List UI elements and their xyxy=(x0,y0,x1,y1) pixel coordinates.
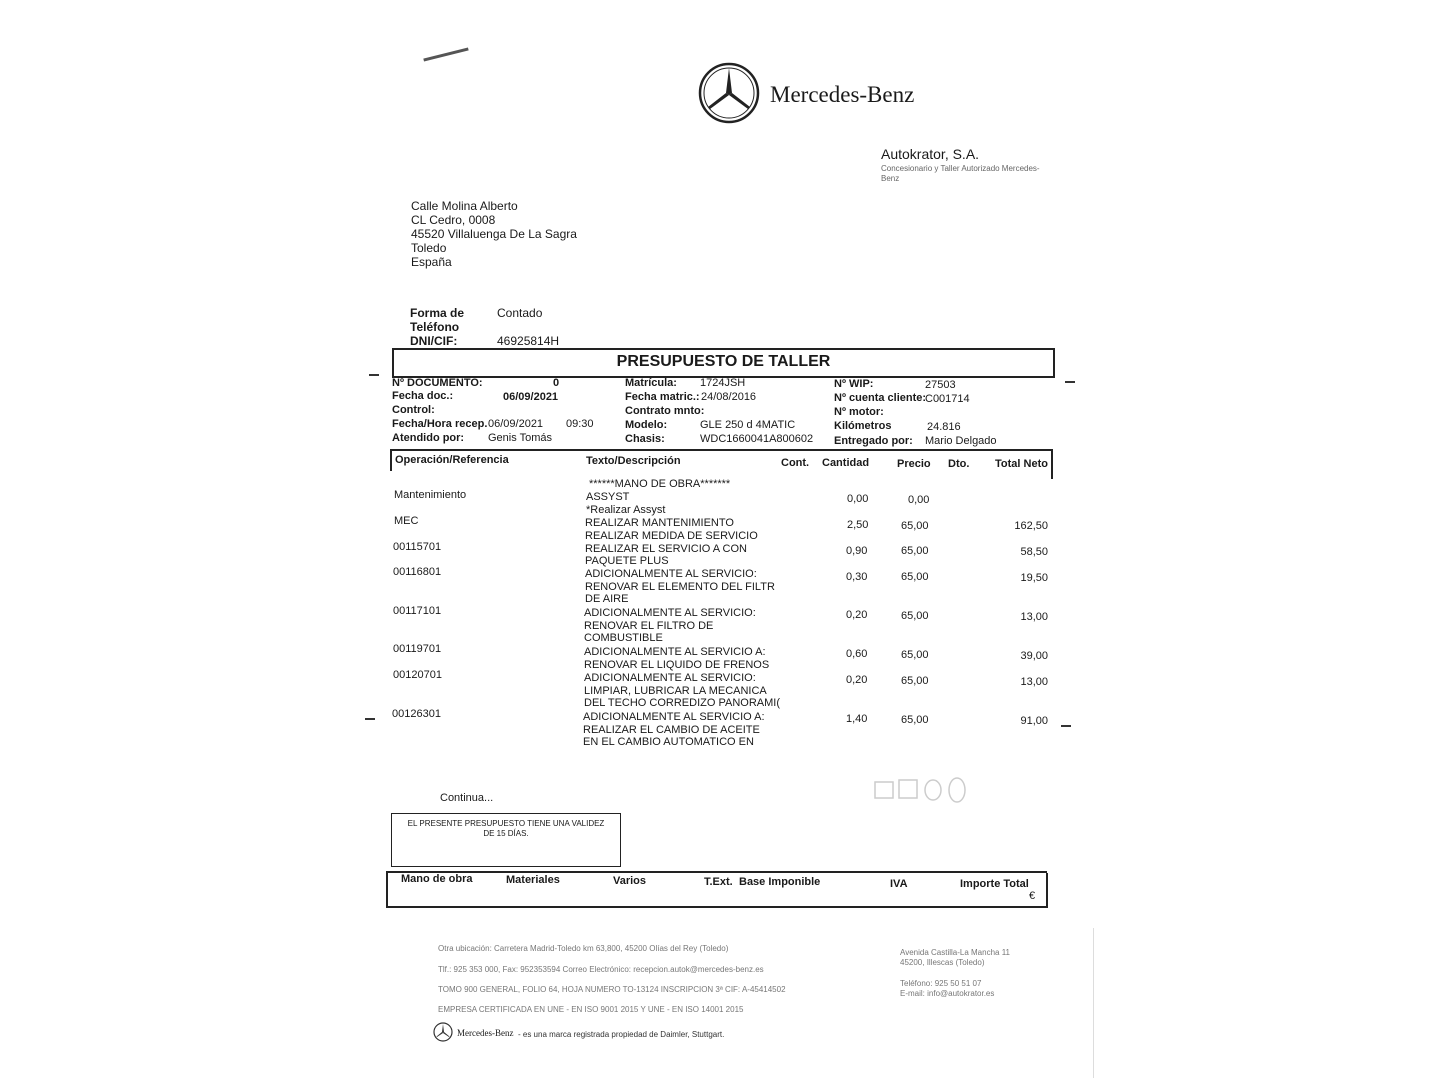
col-header-op: Operación/Referencia xyxy=(395,454,509,466)
address-line-3: 45520 Villaluenga De La Sagra xyxy=(411,227,577,241)
fecha-matric-value: 24/08/2016 xyxy=(701,391,757,403)
totals-bottom-rule xyxy=(387,906,1047,908)
mercedes-star-icon xyxy=(698,62,760,124)
row-cantidad: 0,00 xyxy=(847,493,869,505)
row-ref: MEC xyxy=(394,515,419,527)
contrato-label: Contrato mnto: xyxy=(625,405,705,417)
row-desc-line: RENOVAR EL FILTRO DE xyxy=(584,620,714,632)
row-total: 91,00 xyxy=(1020,715,1048,727)
footer-right-3: Teléfono: 925 50 51 07 xyxy=(900,979,982,988)
row-precio: 65,00 xyxy=(901,520,929,532)
row-desc-line: ADICIONALMENTE AL SERVICIO A: xyxy=(584,646,766,658)
dealer-name: Autokrator, S.A. xyxy=(881,146,980,162)
control-label: Control: xyxy=(392,404,435,416)
address-line-4: Toledo xyxy=(411,241,447,255)
row-desc-line: EN EL CAMBIO AUTOMATICO EN xyxy=(583,736,754,748)
row-total: 13,00 xyxy=(1020,611,1048,623)
row-desc-line: RENOVAR EL LIQUIDO DE FRENOS xyxy=(584,659,770,671)
row-desc-line: ASSYST xyxy=(586,491,630,503)
dealer-subtitle-2: Benz xyxy=(881,174,900,183)
matricula-value: 1724JSH xyxy=(700,377,746,389)
document-title: PRESUPUESTO DE TALLER xyxy=(616,353,831,370)
row-desc-line: ADICIONALMENTE AL SERVICIO: xyxy=(584,607,756,619)
footer-right-1: Avenida Castilla-La Mancha 11 xyxy=(900,948,1010,957)
recep-time: 09:30 xyxy=(566,418,594,430)
footer-logo xyxy=(433,1022,453,1047)
row-desc-line: COMBUSTIBLE xyxy=(584,632,663,644)
totals-importe: Importe Total xyxy=(960,878,1029,890)
modelo-value: GLE 250 d 4MATIC xyxy=(700,419,796,431)
table-header-top-rule xyxy=(390,449,1053,451)
row-ref: 00119701 xyxy=(393,643,442,655)
row-ref: 00116801 xyxy=(393,566,442,578)
faint-stamp xyxy=(815,770,985,810)
validity-line-1: EL PRESENTE PRESUPUESTO TIENE UNA VALIDEZ xyxy=(407,819,605,828)
row-precio: 65,00 xyxy=(901,649,929,661)
row-precio: 65,00 xyxy=(901,714,929,726)
col-header-dto: Dto. xyxy=(948,458,970,470)
doc-value: 0 xyxy=(553,377,560,389)
footer-left-1: Otra ubicación: Carretera Madrid-Toledo km 63,800, 45200 Olías del Rey (Toledo) xyxy=(438,944,729,953)
row-desc-line: REALIZAR MEDIDA DE SERVICIO xyxy=(585,530,758,542)
footer-brand: Mercedes-Benz xyxy=(457,1028,514,1038)
margin-mark xyxy=(365,718,375,720)
scan-edge xyxy=(1093,928,1094,1078)
footer-left-3: TOMO 900 GENERAL, FOLIO 64, HOJA NUMERO TO-13124 INSCRIPCION 3ª CIF: A-45414502 xyxy=(438,985,786,994)
margin-mark xyxy=(369,374,379,376)
mercedes-logo xyxy=(698,62,760,129)
modelo-label: Modelo: xyxy=(625,419,668,431)
row-desc-line: DEL TECHO CORREDIZO PANORAMI( xyxy=(584,697,780,709)
totals-varios: Varios xyxy=(613,875,647,887)
row-ref: 00115701 xyxy=(393,541,442,553)
table-header-left-rule xyxy=(390,449,392,471)
telefono-label: Teléfono xyxy=(410,320,460,334)
row-precio: 65,00 xyxy=(901,571,929,583)
row-total: 39,00 xyxy=(1020,650,1048,662)
footer-right-2: 45200, Illescas (Toledo) xyxy=(900,958,985,967)
row-desc-line: *Realizar Assyst xyxy=(586,504,666,516)
row-cantidad: 0,60 xyxy=(846,648,868,660)
fecha-doc-label: Fecha doc.: xyxy=(392,390,454,402)
totals-text: T.Ext. xyxy=(704,876,733,888)
motor-label: Nº motor: xyxy=(834,406,884,418)
totals-left-rule xyxy=(386,871,388,908)
entregado-label: Entregado por: xyxy=(834,435,913,447)
fecha-matric-label: Fecha matric.: xyxy=(625,391,700,403)
faint-stamp-graphic xyxy=(815,770,985,810)
col-header-texto: Texto/Descripción xyxy=(586,455,681,467)
atendido-value: Genis Tomás xyxy=(488,432,552,444)
row-ref: 00126301 xyxy=(392,708,441,720)
margin-mark xyxy=(1065,381,1075,383)
recep-date: 06/09/2021 xyxy=(488,418,544,430)
row-precio: 65,00 xyxy=(901,675,929,687)
row-ref: 00120701 xyxy=(393,669,442,681)
chasis-label: Chasis: xyxy=(625,433,665,445)
totals-top-rule xyxy=(387,871,1047,873)
totals-iva: IVA xyxy=(890,878,908,890)
totals-right-rule xyxy=(1046,873,1048,908)
validity-line-2: DE 15 DÍAS. xyxy=(483,829,529,838)
wip-value: 27503 xyxy=(925,379,956,391)
fecha-doc-value: 06/09/2021 xyxy=(503,391,559,403)
entregado-value: Mario Delgado xyxy=(925,435,997,447)
row-cantidad: 0,90 xyxy=(846,545,868,557)
forma-label: Forma de xyxy=(410,306,465,320)
margin-mark xyxy=(1061,725,1071,727)
row-desc-line: ADICIONALMENTE AL SERVICIO: xyxy=(585,568,757,580)
chasis-value: WDC1660041A800602 xyxy=(700,433,814,445)
mercedes-star-small-icon xyxy=(433,1022,453,1042)
km-value: 24.816 xyxy=(927,421,961,433)
row-desc-line: RENOVAR EL ELEMENTO DEL FILTR xyxy=(585,581,775,593)
row-cantidad: 0,30 xyxy=(846,571,868,583)
row-precio: 65,00 xyxy=(901,610,929,622)
row-precio: 65,00 xyxy=(901,545,929,557)
row-total: 162,50 xyxy=(1014,520,1048,532)
continua-text: Continua... xyxy=(440,792,494,804)
dni-label: DNI/CIF: xyxy=(410,334,458,348)
address-line-5: España xyxy=(411,255,452,269)
address-line-2: CL Cedro, 0008 xyxy=(411,213,496,227)
row-ref: Mantenimiento xyxy=(394,489,467,501)
totals-mano: Mano de obra xyxy=(401,873,473,885)
row-desc-line: REALIZAR EL SERVICIO A CON xyxy=(585,543,747,555)
totals-materiales: Materiales xyxy=(506,874,560,886)
recep-label: Fecha/Hora recep. xyxy=(392,418,488,430)
row-desc-line: REALIZAR MANTENIMIENTO xyxy=(585,517,734,529)
forma-value: Contado xyxy=(497,306,543,320)
row-desc-line: DE AIRE xyxy=(585,593,629,605)
totals-base: Base Imponible xyxy=(739,876,821,888)
dni-value: 46925814H xyxy=(497,334,560,348)
row-ref: 00117101 xyxy=(393,605,442,617)
atendido-label: Atendido por: xyxy=(392,432,465,444)
footer-trademark: - es una marca registrada propiedad de Daimler, Stuttgart. xyxy=(518,1030,725,1039)
col-header-total: Total Neto xyxy=(995,458,1048,470)
wip-label: Nº WIP: xyxy=(834,378,874,390)
row-desc-line: LIMPIAR, LUBRICAR LA MECANICA xyxy=(584,685,767,697)
brand-name: Mercedes-Benz xyxy=(770,82,915,107)
scan-mark xyxy=(423,47,468,61)
cuenta-label: Nº cuenta cliente: xyxy=(834,392,927,404)
row-desc-line: ADICIONALMENTE AL SERVICIO A: xyxy=(583,711,765,723)
row-total: 58,50 xyxy=(1020,546,1048,558)
matricula-label: Matrícula: xyxy=(625,377,677,389)
row-cantidad: 0,20 xyxy=(846,609,868,621)
footer-right-4: E-mail: info@autokrator.es xyxy=(900,989,995,998)
row-desc-line: REALIZAR EL CAMBIO DE ACEITE xyxy=(583,724,760,736)
row-desc-line: PAQUETE PLUS xyxy=(585,555,669,567)
km-label: Kilómetros xyxy=(834,420,892,432)
col-header-cont: Cont. xyxy=(781,457,810,469)
row-cantidad: 0,20 xyxy=(846,674,868,686)
table-header-right-rule xyxy=(1051,449,1053,479)
col-header-cantidad: Cantidad xyxy=(822,457,870,469)
row-cantidad: 2,50 xyxy=(847,519,869,531)
footer-left-2: Tlf.: 925 353 000, Fax: 952353594 Correo Electrónico: recepcion.autok@mercedes-benz.es xyxy=(438,965,764,974)
address-line-1: Calle Molina Alberto xyxy=(411,199,518,213)
row-desc-line: ADICIONALMENTE AL SERVICIO: xyxy=(584,672,756,684)
col-header-precio: Precio xyxy=(897,458,931,470)
doc-label: Nº DOCUMENTO: xyxy=(392,377,483,389)
row-total: 19,50 xyxy=(1020,572,1048,584)
dealer-subtitle-1: Concesionario y Taller Autorizado Mercedes- xyxy=(881,164,1040,173)
footer-left-4: EMPRESA CERTIFICADA EN UNE - EN ISO 9001 2015 Y UNE - EN ISO 14001 2015 xyxy=(438,1005,744,1014)
row-precio: 0,00 xyxy=(908,494,930,506)
row-cantidad: 1,40 xyxy=(846,713,868,725)
totals-currency: € xyxy=(1029,890,1036,902)
cuenta-value: C001714 xyxy=(925,393,970,405)
row-total: 13,00 xyxy=(1020,676,1048,688)
section-title: ******MANO DE OBRA******* xyxy=(589,478,731,490)
